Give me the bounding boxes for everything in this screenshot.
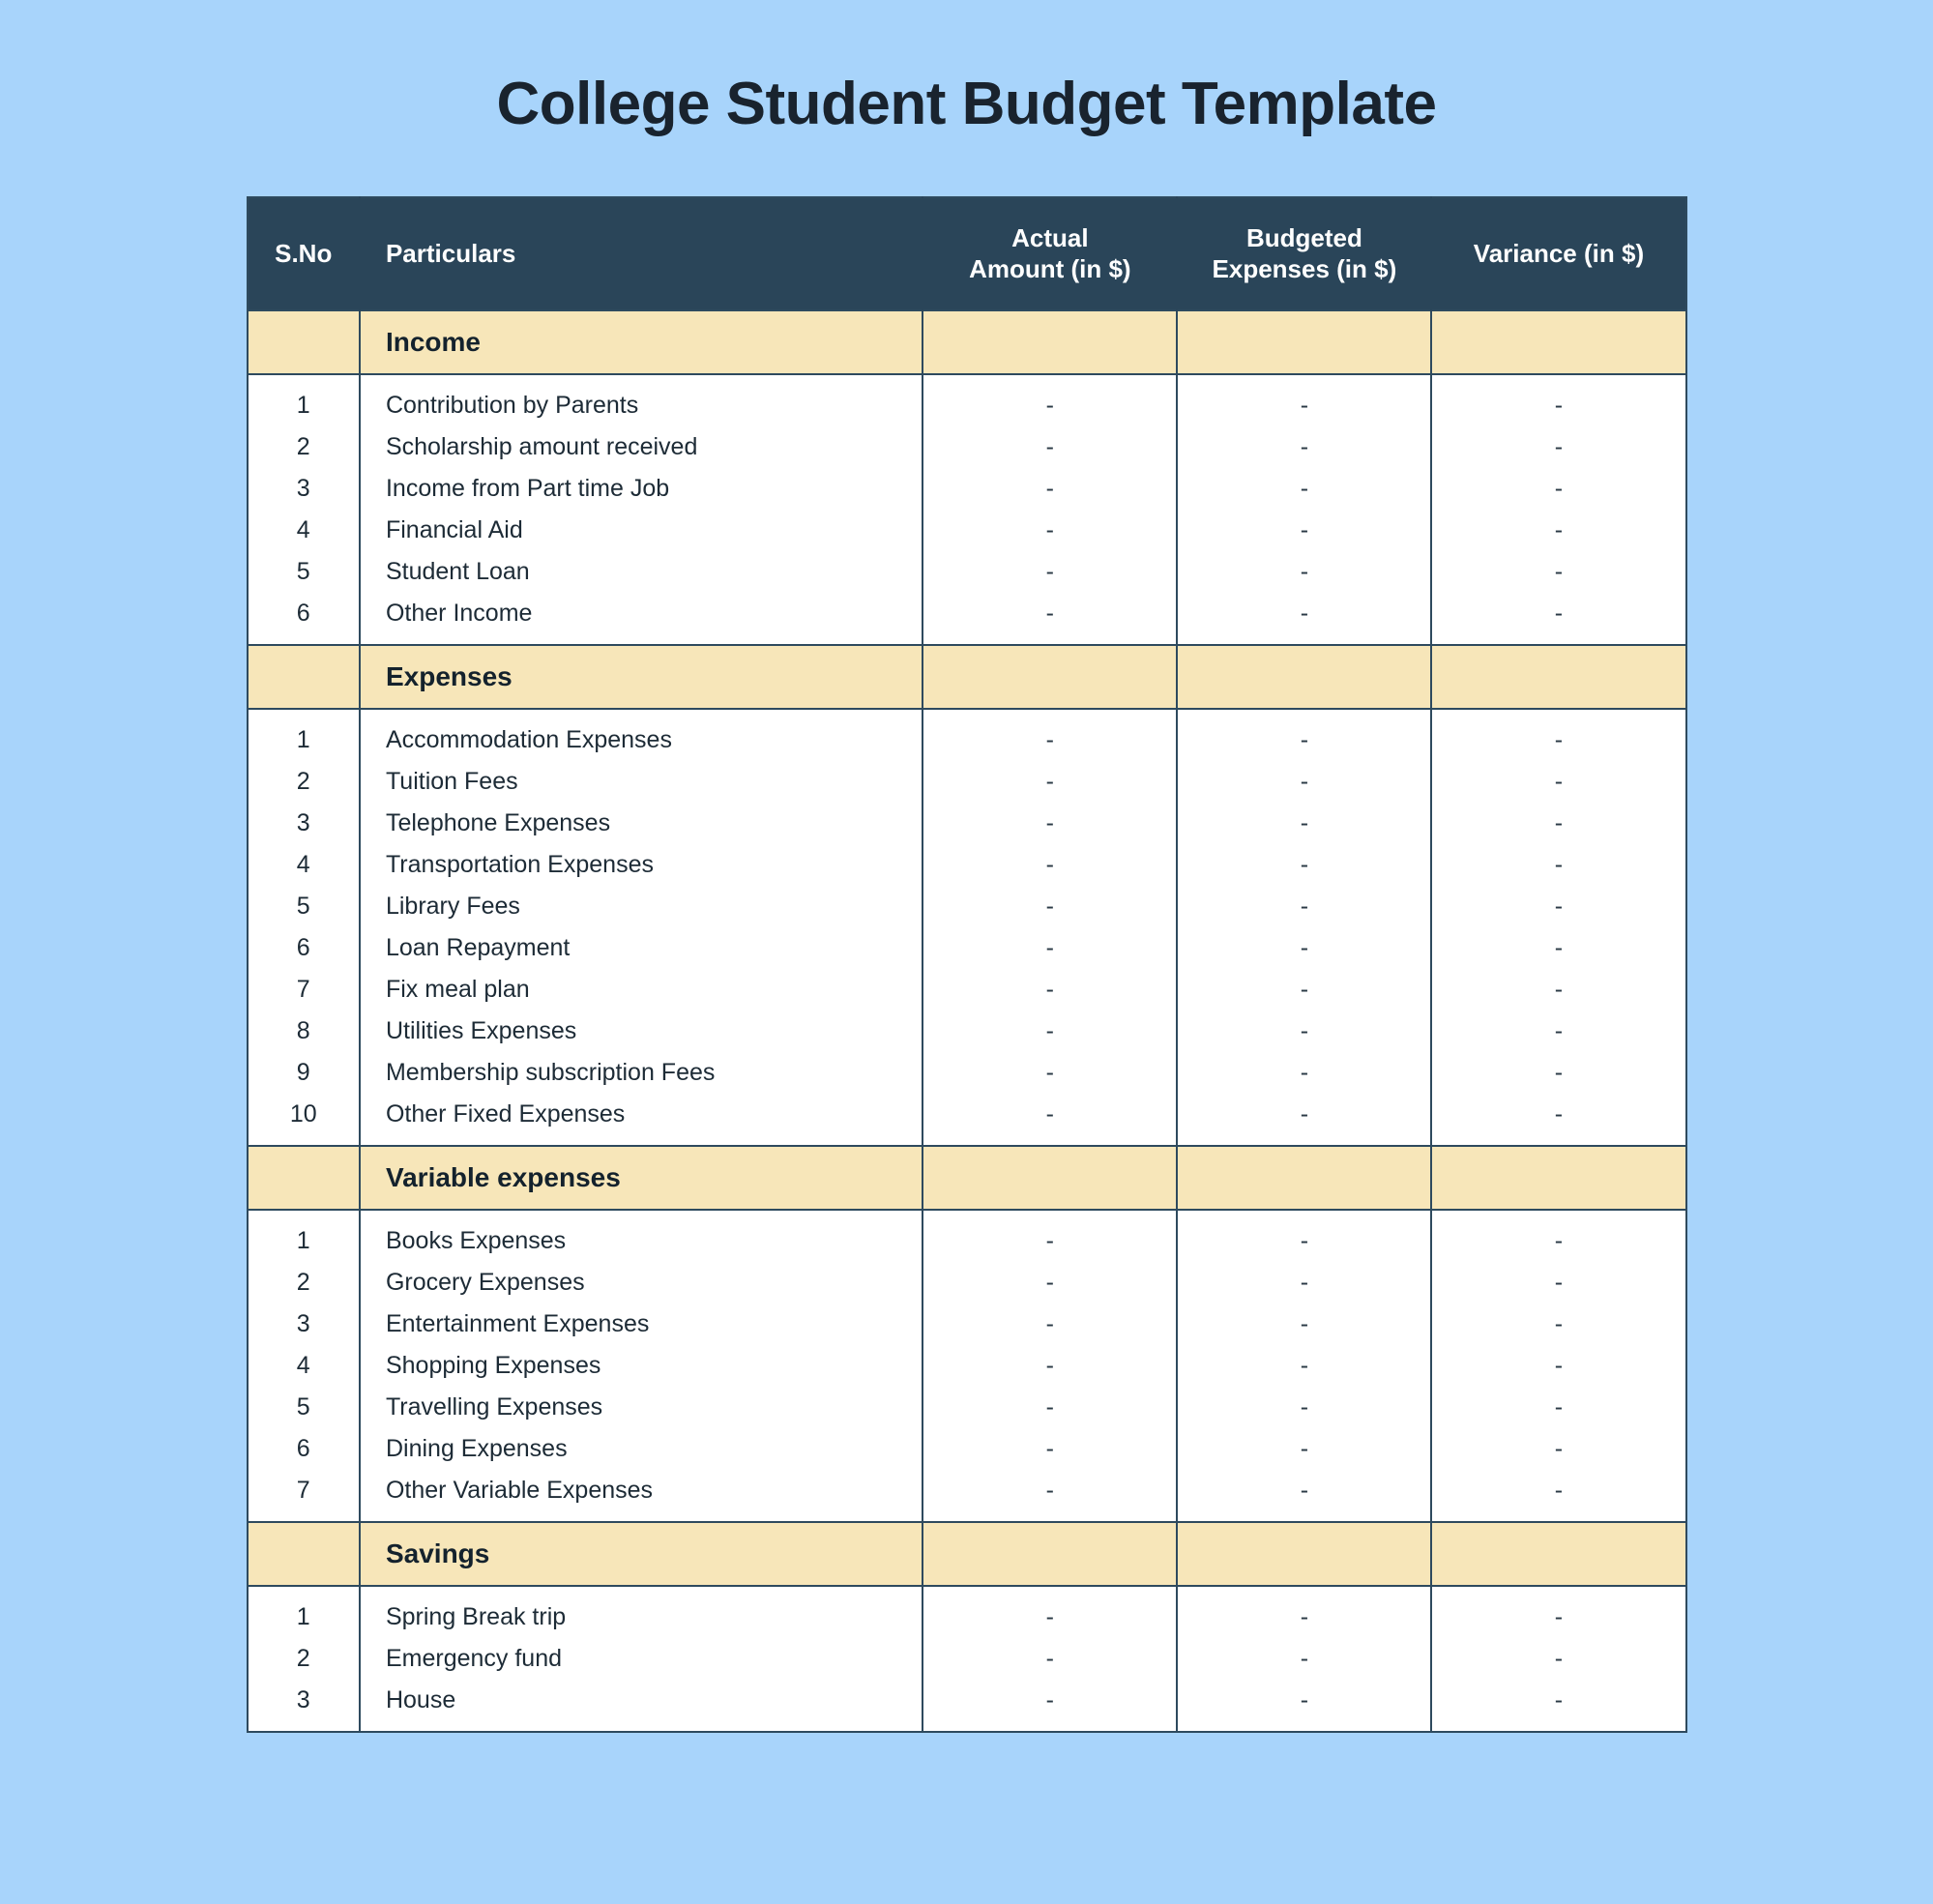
row-variance[interactable]: - <box>1554 934 1564 962</box>
table-row <box>248 927 1686 969</box>
column-header-budgeted-expenses-line1: Budgeted <box>1245 223 1362 252</box>
row-budgeted-expenses[interactable]: - <box>1177 1011 1431 1052</box>
spacer-cell <box>1177 1511 1431 1522</box>
row-budgeted-expenses[interactable]: - <box>1177 927 1431 969</box>
spacer-cell <box>1431 1721 1685 1732</box>
section-title: Income <box>360 310 923 374</box>
row-variance[interactable]: - <box>1554 809 1564 837</box>
row-sno: 2 <box>248 426 360 468</box>
row-sno: 9 <box>248 1052 360 1094</box>
section-title: Variable expenses <box>360 1146 923 1210</box>
row-sno: 5 <box>248 886 360 927</box>
section-header-row <box>248 645 1686 709</box>
spacer-row <box>248 709 1686 719</box>
row-actual-amount[interactable]: - <box>923 844 1177 886</box>
spacer-row <box>248 1135 1686 1146</box>
spacer-cell <box>1177 709 1431 719</box>
row-budgeted-expenses[interactable]: - <box>1177 886 1431 927</box>
spacer-row <box>248 1721 1686 1732</box>
row-variance[interactable]: - <box>1554 1603 1564 1631</box>
row-particulars: Other Income <box>360 593 923 634</box>
row-particulars: Financial Aid <box>360 510 923 551</box>
spacer-cell <box>1431 709 1685 719</box>
spacer-cell <box>360 1511 923 1522</box>
row-actual-amount[interactable]: - <box>923 1262 1177 1304</box>
row-budgeted-expenses[interactable]: - <box>1177 593 1431 634</box>
column-header-actual-amount-line2: Amount (in $) <box>969 253 1131 283</box>
section-actual-cell <box>923 1522 1177 1586</box>
row-sno: 6 <box>248 1428 360 1470</box>
spacer-cell <box>1177 1210 1431 1220</box>
row-variance[interactable]: - <box>1554 1269 1564 1297</box>
row-variance[interactable]: - <box>1554 1059 1564 1087</box>
row-budgeted-expenses[interactable]: - <box>1177 761 1431 803</box>
spacer-cell <box>360 1586 923 1596</box>
spacer-cell <box>1177 634 1431 645</box>
row-variance[interactable]: - <box>1554 1435 1564 1463</box>
spacer-cell <box>1431 1511 1685 1522</box>
row-variance[interactable]: - <box>1554 475 1564 503</box>
spacer-cell <box>923 1210 1177 1220</box>
table-row <box>248 1262 1686 1304</box>
row-variance[interactable]: - <box>1554 558 1564 586</box>
row-variance[interactable]: - <box>1554 433 1564 461</box>
row-budgeted-expenses[interactable]: - <box>1177 510 1431 551</box>
spacer-cell <box>1177 1135 1431 1146</box>
row-particulars: Travelling Expenses <box>360 1387 923 1428</box>
spacer-cell <box>360 634 923 645</box>
row-sno: 2 <box>248 1638 360 1680</box>
table-body <box>248 310 1686 1732</box>
budget-table <box>247 196 1687 1733</box>
page-title: College Student Budget Template <box>496 71 1437 137</box>
row-particulars: Loan Repayment <box>360 927 923 969</box>
table-row <box>248 385 1686 426</box>
table-row <box>248 1094 1686 1135</box>
spacer-cell <box>1431 634 1685 645</box>
section-sno-cell <box>248 645 360 709</box>
row-actual-amount[interactable]: - <box>923 426 1177 468</box>
row-variance[interactable]: - <box>1554 1352 1564 1380</box>
row-particulars: Transportation Expenses <box>360 844 923 886</box>
row-particulars: Utilities Expenses <box>360 1011 923 1052</box>
table-row <box>248 1387 1686 1428</box>
row-budgeted-expenses[interactable]: - <box>1177 551 1431 593</box>
spacer-cell <box>248 1210 360 1220</box>
spacer-cell <box>923 634 1177 645</box>
row-budgeted-expenses[interactable]: - <box>1177 1387 1431 1428</box>
row-particulars: Library Fees <box>360 886 923 927</box>
section-actual-cell <box>923 1146 1177 1210</box>
row-sno: 3 <box>248 468 360 510</box>
table-header <box>248 197 1686 310</box>
section-title: Savings <box>360 1522 923 1586</box>
budget-table-container <box>247 196 1687 1733</box>
spacer-row <box>248 1210 1686 1220</box>
section-variance-cell <box>1431 1146 1685 1210</box>
row-budgeted-expenses[interactable]: - <box>1177 844 1431 886</box>
spacer-cell <box>923 1586 1177 1596</box>
row-actual-amount[interactable]: - <box>923 1011 1177 1052</box>
spacer-cell <box>248 1135 360 1146</box>
row-variance[interactable]: - <box>1554 392 1564 420</box>
spacer-cell <box>1431 1210 1685 1220</box>
row-variance[interactable]: - <box>1554 726 1564 754</box>
row-actual-amount[interactable]: - <box>923 1220 1177 1262</box>
section-actual-cell <box>923 310 1177 374</box>
row-particulars: Fix meal plan <box>360 969 923 1011</box>
row-budgeted-expenses[interactable]: - <box>1177 1596 1431 1638</box>
spacer-cell <box>923 374 1177 385</box>
row-particulars: Books Expenses <box>360 1220 923 1262</box>
spacer-cell <box>360 709 923 719</box>
section-variance-cell <box>1431 1522 1685 1586</box>
row-actual-amount[interactable]: - <box>923 593 1177 634</box>
row-actual-amount[interactable]: - <box>923 468 1177 510</box>
row-sno: 7 <box>248 969 360 1011</box>
spacer-cell <box>923 1135 1177 1146</box>
spacer-cell <box>1177 1721 1431 1732</box>
row-particulars: Tuition Fees <box>360 761 923 803</box>
section-budgeted-cell <box>1177 645 1431 709</box>
section-sno-cell <box>248 1522 360 1586</box>
row-actual-amount[interactable]: - <box>923 551 1177 593</box>
row-budgeted-expenses[interactable]: - <box>1177 468 1431 510</box>
spacer-row <box>248 1511 1686 1522</box>
spacer-cell <box>248 1721 360 1732</box>
row-particulars: Income from Part time Job <box>360 468 923 510</box>
row-sno: 2 <box>248 1262 360 1304</box>
row-particulars: Telephone Expenses <box>360 803 923 844</box>
row-sno: 4 <box>248 844 360 886</box>
row-sno: 6 <box>248 927 360 969</box>
row-sno: 6 <box>248 593 360 634</box>
spacer-cell <box>1177 374 1431 385</box>
row-budgeted-expenses[interactable]: - <box>1177 1262 1431 1304</box>
row-variance[interactable]: - <box>1554 600 1564 628</box>
spacer-cell <box>1431 374 1685 385</box>
table-row <box>248 593 1686 634</box>
column-header-actual-amount-line1: Actual <box>1011 223 1089 252</box>
section-title: Expenses <box>360 645 923 709</box>
row-particulars: Grocery Expenses <box>360 1262 923 1304</box>
spacer-row <box>248 1586 1686 1596</box>
row-variance[interactable]: - <box>1554 1227 1564 1255</box>
section-sno-cell <box>248 310 360 374</box>
row-particulars: Membership subscription Fees <box>360 1052 923 1094</box>
row-budgeted-expenses[interactable]: - <box>1177 1638 1431 1680</box>
row-particulars: Student Loan <box>360 551 923 593</box>
row-budgeted-expenses[interactable]: - <box>1177 1470 1431 1511</box>
table-header-row <box>248 197 1686 310</box>
table-row <box>248 1428 1686 1470</box>
section-header-row <box>248 310 1686 374</box>
row-variance[interactable]: - <box>1554 976 1564 1004</box>
spacer-cell <box>1431 1135 1685 1146</box>
row-particulars: Spring Break trip <box>360 1596 923 1638</box>
row-sno: 4 <box>248 1345 360 1387</box>
table-row <box>248 468 1686 510</box>
table-row <box>248 1345 1686 1387</box>
row-variance[interactable]: - <box>1554 768 1564 796</box>
row-particulars: House <box>360 1680 923 1721</box>
spacer-row <box>248 374 1686 385</box>
row-sno: 1 <box>248 385 360 426</box>
row-budgeted-expenses[interactable]: - <box>1177 1052 1431 1094</box>
spacer-cell <box>360 374 923 385</box>
row-sno: 5 <box>248 1387 360 1428</box>
section-budgeted-cell <box>1177 1146 1431 1210</box>
row-budgeted-expenses[interactable]: - <box>1177 1428 1431 1470</box>
row-variance[interactable]: - <box>1554 893 1564 921</box>
spacer-cell <box>923 1511 1177 1522</box>
column-header-budgeted-expenses <box>1177 197 1431 310</box>
spacer-cell <box>1431 1586 1685 1596</box>
row-actual-amount[interactable]: - <box>923 886 1177 927</box>
row-budgeted-expenses[interactable]: - <box>1177 426 1431 468</box>
row-particulars: Shopping Expenses <box>360 1345 923 1387</box>
table-row <box>248 886 1686 927</box>
row-budgeted-expenses[interactable]: - <box>1177 1345 1431 1387</box>
row-variance[interactable]: - <box>1554 1393 1564 1421</box>
row-budgeted-expenses[interactable]: - <box>1177 1680 1431 1721</box>
row-variance[interactable]: - <box>1554 1645 1564 1673</box>
spacer-cell <box>248 1511 360 1522</box>
spacer-row <box>248 634 1686 645</box>
row-sno: 3 <box>248 1680 360 1721</box>
row-variance[interactable]: - <box>1554 1686 1564 1714</box>
row-actual-amount[interactable]: - <box>923 1680 1177 1721</box>
section-variance-cell <box>1431 310 1685 374</box>
row-actual-amount[interactable]: - <box>923 1428 1177 1470</box>
section-sno-cell <box>248 1146 360 1210</box>
spacer-cell <box>248 709 360 719</box>
row-sno: 7 <box>248 1470 360 1511</box>
table-row <box>248 1680 1686 1721</box>
table-row <box>248 1470 1686 1511</box>
table-row <box>248 426 1686 468</box>
spacer-cell <box>248 634 360 645</box>
row-budgeted-expenses[interactable]: - <box>1177 1094 1431 1135</box>
row-actual-amount[interactable]: - <box>923 385 1177 426</box>
column-header-variance: Variance (in $) <box>1431 197 1685 310</box>
row-sno: 3 <box>248 1304 360 1345</box>
row-actual-amount[interactable]: - <box>923 1638 1177 1680</box>
table-row <box>248 719 1686 761</box>
spacer-cell <box>248 374 360 385</box>
column-header-budgeted-expenses-line2: Expenses (in $) <box>1212 253 1397 283</box>
row-actual-amount[interactable]: - <box>923 1387 1177 1428</box>
row-actual-amount[interactable]: - <box>923 1094 1177 1135</box>
table-row <box>248 803 1686 844</box>
table-row <box>248 551 1686 593</box>
table-row <box>248 844 1686 886</box>
spacer-cell <box>923 709 1177 719</box>
column-header-sno: S.No <box>248 197 360 310</box>
row-sno: 5 <box>248 551 360 593</box>
row-actual-amount[interactable]: - <box>923 1304 1177 1345</box>
section-variance-cell <box>1431 645 1685 709</box>
row-variance[interactable]: - <box>1554 851 1564 879</box>
row-budgeted-expenses[interactable]: - <box>1177 1220 1431 1262</box>
row-particulars: Dining Expenses <box>360 1428 923 1470</box>
table-row <box>248 969 1686 1011</box>
row-particulars: Other Variable Expenses <box>360 1470 923 1511</box>
section-header-row <box>248 1146 1686 1210</box>
spacer-cell <box>360 1721 923 1732</box>
table-row <box>248 1596 1686 1638</box>
row-actual-amount[interactable]: - <box>923 1596 1177 1638</box>
section-actual-cell <box>923 645 1177 709</box>
table-row <box>248 761 1686 803</box>
row-particulars: Emergency fund <box>360 1638 923 1680</box>
row-actual-amount[interactable]: - <box>923 719 1177 761</box>
table-row <box>248 510 1686 551</box>
section-header-row <box>248 1522 1686 1586</box>
table-row <box>248 1304 1686 1345</box>
row-variance[interactable]: - <box>1554 1477 1564 1505</box>
section-budgeted-cell <box>1177 1522 1431 1586</box>
row-particulars: Accommodation Expenses <box>360 719 923 761</box>
column-header-particulars: Particulars <box>360 197 923 310</box>
row-actual-amount[interactable]: - <box>923 1470 1177 1511</box>
row-sno: 4 <box>248 510 360 551</box>
row-particulars: Scholarship amount received <box>360 426 923 468</box>
spacer-cell <box>1177 1586 1431 1596</box>
spacer-cell <box>360 1135 923 1146</box>
row-budgeted-expenses[interactable]: - <box>1177 803 1431 844</box>
row-actual-amount[interactable]: - <box>923 803 1177 844</box>
row-sno: 10 <box>248 1094 360 1135</box>
row-actual-amount[interactable]: - <box>923 510 1177 551</box>
row-actual-amount[interactable]: - <box>923 761 1177 803</box>
table-row <box>248 1052 1686 1094</box>
row-actual-amount[interactable]: - <box>923 969 1177 1011</box>
row-sno: 1 <box>248 719 360 761</box>
spacer-cell <box>360 1210 923 1220</box>
row-sno: 1 <box>248 1220 360 1262</box>
row-particulars: Contribution by Parents <box>360 385 923 426</box>
row-budgeted-expenses[interactable]: - <box>1177 719 1431 761</box>
table-row <box>248 1011 1686 1052</box>
row-sno: 2 <box>248 761 360 803</box>
table-row <box>248 1220 1686 1262</box>
row-sno: 1 <box>248 1596 360 1638</box>
row-actual-amount[interactable]: - <box>923 927 1177 969</box>
row-actual-amount[interactable]: - <box>923 1052 1177 1094</box>
row-variance[interactable]: - <box>1554 516 1564 544</box>
row-variance[interactable]: - <box>1554 1310 1564 1338</box>
spacer-cell <box>923 1721 1177 1732</box>
row-actual-amount[interactable]: - <box>923 1345 1177 1387</box>
row-particulars: Entertainment Expenses <box>360 1304 923 1345</box>
row-budgeted-expenses[interactable]: - <box>1177 969 1431 1011</box>
section-budgeted-cell <box>1177 310 1431 374</box>
row-variance[interactable]: - <box>1554 1017 1564 1045</box>
row-sno: 8 <box>248 1011 360 1052</box>
row-budgeted-expenses[interactable]: - <box>1177 1304 1431 1345</box>
row-variance[interactable]: - <box>1554 1100 1564 1128</box>
row-budgeted-expenses[interactable]: - <box>1177 385 1431 426</box>
spacer-cell <box>248 1586 360 1596</box>
row-particulars: Other Fixed Expenses <box>360 1094 923 1135</box>
row-sno: 3 <box>248 803 360 844</box>
column-header-actual-amount <box>923 197 1177 310</box>
table-row <box>248 1638 1686 1680</box>
